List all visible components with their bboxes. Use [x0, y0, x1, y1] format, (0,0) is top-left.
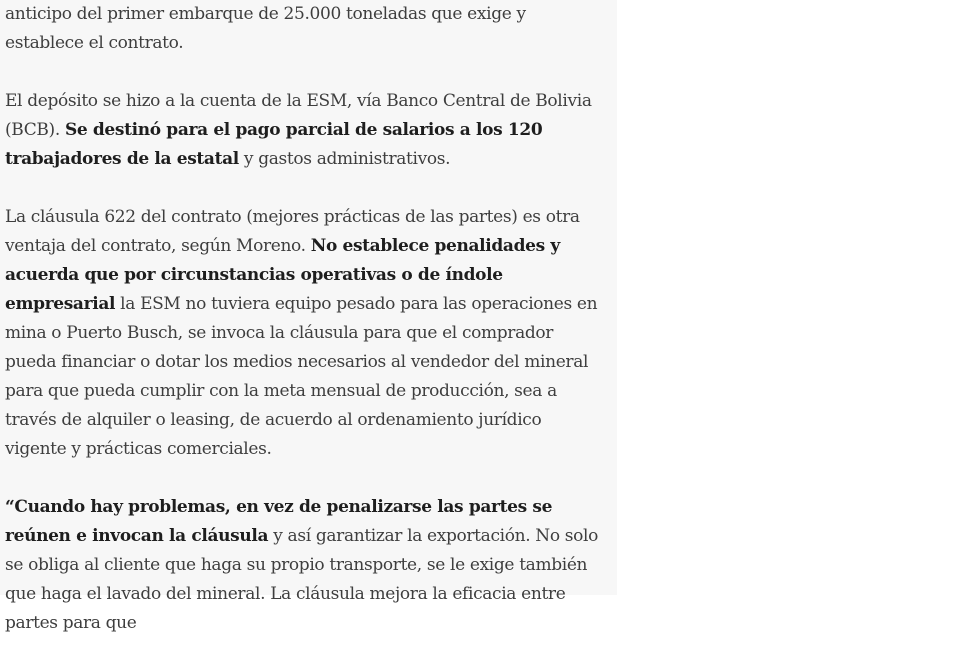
paragraph-1-text: anticipo del primer embarque de 25.000 toneladas que exige y establece el contrato. [5, 4, 526, 53]
paragraph-4-bold-quote: “Cuando hay problemas, en vez de penalizarse las partes se reúnen e invocan la cláusula [5, 497, 553, 546]
paragraph-2 [5, 87, 605, 174]
paragraph-3 [5, 203, 605, 464]
paragraph-2-text-b: y gastos administrativos. [238, 149, 451, 169]
paragraph-2-text-a: El depósito se hizo a la cuenta de la ESM, vía Banco Central de Bolivia (BCB). [5, 91, 592, 140]
paragraph-2-bold: Se destinó para el pago parcial de salarios a los 120 trabajadores de la estatal [5, 120, 543, 169]
paragraph-3-text-a: La cláusula 622 del contrato (mejores prácticas de las partes) es otra ventaja del contrato, según Moreno. [5, 207, 580, 256]
paragraph-3-bold: No establece penalidades y acuerda que por circunstancias operativas o de índole empresarial [5, 236, 560, 314]
paragraph-1 [5, 0, 605, 58]
paragraph-3-text-b: la ESM no tuviera equipo pesado para las operaciones en mina o Puerto Busch, se invoca la cláusula para que el comprador pueda financiar o dotar los medios necesarios al vendedor del mineral para que pueda cumplir con la meta mensual de producción, sea a través de alquiler o leasing, de acuerdo al ordenamiento jurídico vigente y prácticas comerciales. [5, 294, 598, 459]
article-body [5, 0, 605, 667]
right-blank-area [617, 0, 970, 595]
paragraph-4-text: y así garantizar la exportación. No solo se obliga al cliente que haga su propio transporte, se le exige también que haga el lavado del mineral. La cláusula mejora la eficacia entre partes para que [5, 526, 598, 633]
paragraph-4 [5, 493, 605, 638]
